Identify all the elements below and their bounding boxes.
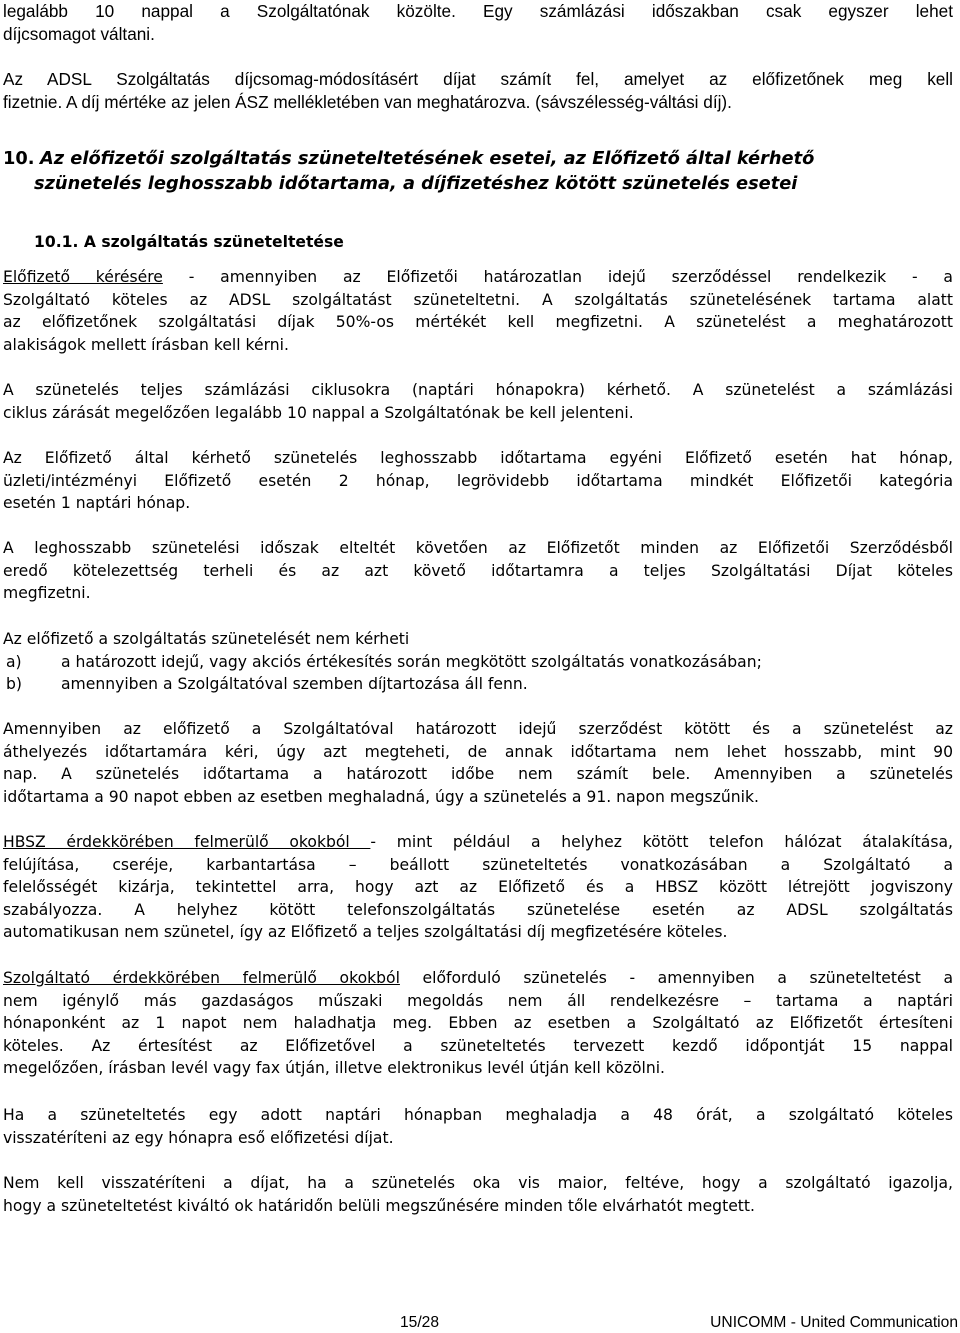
paragraph-48-hours: [3, 1104, 953, 1149]
paragraph-vis-maior: [3, 1172, 953, 1217]
text-line: nap. A szünetelés időtartama a határozott időbe nem számít bele. Amennyiben a szünetelés: [3, 765, 953, 784]
text-line: Ha a szüneteltetés egy adott naptári hónapban meghaladja a 48 órát, a szolgáltató köteles: [3, 1106, 953, 1124]
text-run: - mint például a helyhez kötött telefon hálózat átalakítása,: [370, 833, 953, 851]
list-marker: b): [6, 675, 22, 694]
section-10-1-heading: 10.1. A szolgáltatás szüneteltetése: [34, 233, 344, 251]
section-number: 10.: [3, 148, 35, 169]
paragraph-max-duration: [3, 447, 953, 515]
text-line: eredő kötelezettség terheli és az azt követő időtartamra a teljes Szolgáltatási Díjat köteles: [3, 561, 953, 580]
text-line: Az ADSL Szolgáltatás díjcsomag-módosításért díjat számít fel, amelyet az előfizetőnek meg kell: [3, 69, 953, 89]
text-line: Nem kell visszatéríteni a díjat, ha a szünetelés oka vis maior, feltéve, hogy a szolgáltató igazolja,: [3, 1174, 953, 1192]
paragraph-not-requestable: [3, 628, 953, 696]
text-line: alakiságok mellett írásban kell kérni.: [3, 335, 289, 354]
text-line: automatikusan nem szünetel, így az Előfizető a teljes szolgáltatási díj megfizetésére köteles.: [3, 923, 728, 942]
text-line: Szolgáltató köteles az ADSL szolgáltatást szüneteltetni. A szolgáltatás szünetelésének tartama alatt: [3, 290, 953, 309]
list-item: [3, 673, 953, 696]
underlined-term: HBSZ érdekkörében felmerülő okokból: [3, 833, 371, 851]
paragraph-provider-causes: [3, 967, 953, 1080]
text-line: díjcsomagot váltani.: [3, 23, 155, 44]
page-number: 15/28: [400, 1314, 440, 1331]
text-run: - amennyiben az Előfizetői határozatlan idejű szerződéssel rendelkezik - a: [162, 268, 953, 286]
section-title-line-1: Az előfizetői szolgáltatás szüneteltetésének esetei, az Előfizető által kérhető: [40, 148, 815, 169]
list-item-text: a határozott idejű, vagy akciós értékesítés során megkötött szolgáltatás vonatkozásában;: [61, 652, 762, 671]
text-line: Amennyiben az előfizető a Szolgáltatóval határozott idejű szerződést kötött és a szünetelést az: [3, 720, 953, 738]
text-line: áthelyezés időtartamára kéri, úgy azt megteheti, de annak időtartama nem lehet hosszabb, mint 90: [3, 742, 953, 761]
text-line: megfizetni.: [3, 584, 91, 603]
text-run: előforduló szünetelés - amennyiben a szüneteltetést a: [399, 969, 954, 987]
section-title-line-2: szünetelés leghosszabb időtartama, a díjfizetéshez kötött szünetelés esetei: [34, 173, 798, 194]
paragraph-request-suspension: [3, 266, 953, 356]
footer-company: UNICOMM - United Communication: [710, 1314, 958, 1331]
text-line: üzleti/intézményi Előfizető esetén 2 hónap, legrövidebb időtartama mindkét Előfizetői kategória: [3, 471, 953, 490]
text-line: hogy a szüneteltetést kiváltó ok határidőn belüli megszűnésére minden tőle elvárhatót megtett.: [3, 1196, 755, 1215]
paragraph-relocation: [3, 718, 953, 808]
list-marker: a): [6, 652, 22, 671]
text-line: ciklus zárását megelőzően legalább 10 nappal a Szolgáltatónak be kell jelenteni.: [3, 403, 634, 422]
text-line: fizetnie. A díj mértéke az jelen ÁSZ mellékletében van meghatározva. (sávszélesség-váltási díj).: [3, 91, 732, 112]
underlined-term: Szolgáltató érdekkörében felmerülő okokból: [3, 969, 400, 987]
text-line: felelősségét kizárja, tekintettel arra, hogy azt az Előfizető és a HBSZ között létrejött jogviszony: [3, 878, 953, 897]
list-item-text: amennyiben a Szolgáltatóval szemben díjtartozása áll fenn.: [61, 675, 528, 694]
intro-paragraph-1: [3, 0, 953, 45]
text-line: megelőzően, írásban levél vagy fax útján, illetve elektronikus levél útján kell közölni.: [3, 1059, 665, 1078]
paragraph-after-suspension: [3, 537, 953, 605]
text-line: nem igénylő más gazdaságos műszaki megoldás nem áll rendelkezésre – tartama a naptári: [3, 991, 953, 1010]
text-line: esetén 1 naptári hónap.: [3, 494, 191, 513]
paragraph-billing-cycle: [3, 379, 953, 424]
intro-paragraph-2: [3, 68, 953, 113]
text-line: A leghosszabb szünetelési időszak elteltét követően az Előfizetőt minden az Előfizetői Szerződésből: [3, 539, 953, 557]
text-line: visszatéríteni az egy hónapra eső előfizetési díjat.: [3, 1128, 394, 1147]
text-line: felújítása, cseréje, karbantartása – beállott szüneteltetés vonatkozásában a Szolgáltató a: [3, 855, 953, 874]
section-10-heading: [3, 146, 953, 196]
text-line: A szünetelés teljes számlázási ciklusokra (naptári hónapokra) kérhető. A szünetelést a számlázási: [3, 381, 953, 399]
paragraph-hbsz-causes: [3, 831, 953, 944]
text-line: szabályozza. A helyhez kötött telefonszolgáltatás szünetelése esetén az ADSL szolgáltatás: [3, 900, 953, 919]
text-line: időtartama a 90 napot ebben az esetben meghaladná, úgy a szünetelés a 91. napon megszűnik.: [3, 787, 759, 806]
text-line: az előfizetőnek szolgáltatási díjak 50%-os mértékét kell megfizetni. A szünetelést a meghatározott: [3, 313, 953, 332]
text-line: hónaponként az 1 napot nem haladhatja meg. Ebben az esetben a Szolgáltató az Előfizetőt értesíteni: [3, 1014, 953, 1033]
text-line: köteles. Az értesítést az Előfizetővel a szüneteltetés tervezett kezdő időpontját 15 nappal: [3, 1036, 953, 1055]
text-line: Az Előfizető által kérhető szünetelés leghosszabb időtartama egyéni Előfizető esetén hat hónap,: [3, 449, 953, 467]
list-item: [3, 651, 953, 674]
underlined-term: Előfizető kérésére: [3, 268, 163, 286]
list-intro: Az előfizető a szolgáltatás szünetelését nem kérheti: [3, 630, 410, 648]
text-line: legalább 10 nappal a Szolgáltatónak közölte. Egy számlázási időszakban csak egyszer lehet: [3, 1, 953, 21]
